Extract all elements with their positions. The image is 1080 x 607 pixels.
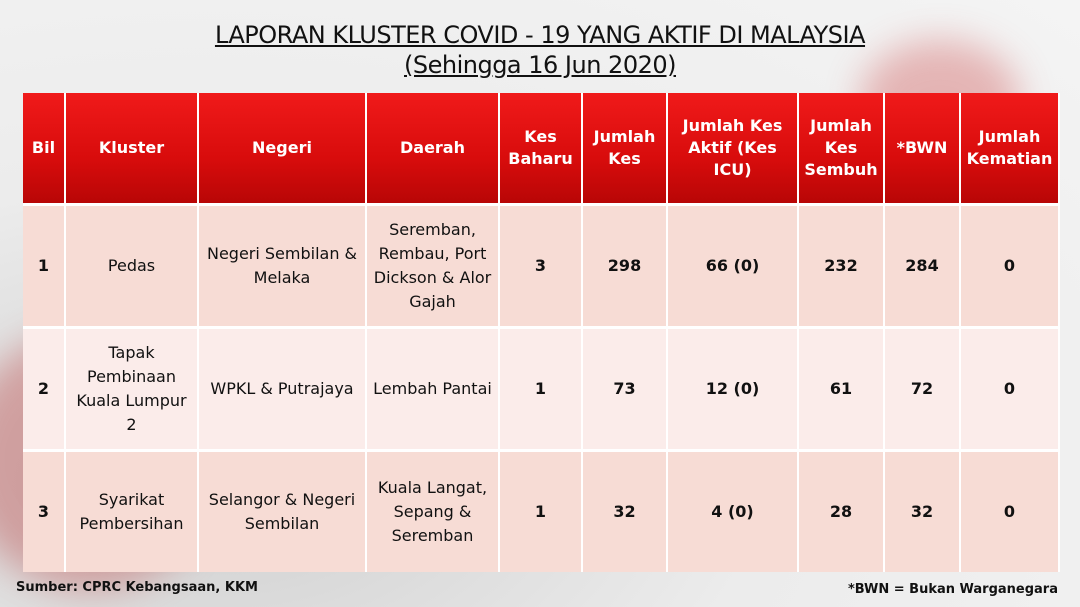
cell-bwn: 32 [884,451,960,573]
header-kluster: Kluster [65,93,198,205]
header-kes-baharu: Kes Baharu [499,93,582,205]
title-line-2: (Sehingga 16 Jun 2020) [404,51,676,79]
cell-negeri: WPKL & Putrajaya [198,328,366,451]
cell-jumlah-kes-sembuh: 61 [798,328,884,451]
cell-jumlah-kes-aktif: 4 (0) [667,451,798,573]
cell-kluster: Syarikat Pembersihan [65,451,198,573]
cell-jumlah-kes-aktif: 12 (0) [667,328,798,451]
cell-bil: 2 [23,328,65,451]
cell-jumlah-kematian: 0 [960,451,1059,573]
header-jumlah-kematian: Jumlah Kematian [960,93,1059,205]
header-bil: Bil [23,93,65,205]
bwn-footnote: *BWN = Bukan Warganegara [848,582,1058,597]
source-note: Sumber: CPRC Kebangsaan, KKM [16,580,258,595]
cell-bil: 1 [23,205,65,328]
cell-daerah: Seremban, Rembau, Port Dickson & Alor Gajah [366,205,499,328]
cell-jumlah-kematian: 0 [960,205,1059,328]
cell-jumlah-kes-aktif: 66 (0) [667,205,798,328]
cell-kes-baharu: 1 [499,451,582,573]
report-title [0,20,1080,80]
cluster-table [23,93,1060,572]
header-bwn: *BWN [884,93,960,205]
cell-jumlah-kes: 32 [582,451,667,573]
header-negeri: Negeri [198,93,366,205]
cell-jumlah-kes-sembuh: 232 [798,205,884,328]
table-row [23,451,1059,573]
cell-kes-baharu: 1 [499,328,582,451]
header-jumlah-kes: Jumlah Kes [582,93,667,205]
cell-bwn: 72 [884,328,960,451]
cell-jumlah-kematian: 0 [960,328,1059,451]
table-header-row [23,93,1059,205]
cell-kluster: Pedas [65,205,198,328]
cell-daerah: Lembah Pantai [366,328,499,451]
cell-negeri: Selangor & Negeri Sembilan [198,451,366,573]
header-jumlah-kes-sembuh: Jumlah Kes Sembuh [798,93,884,205]
cell-negeri: Negeri Sembilan & Melaka [198,205,366,328]
header-daerah: Daerah [366,93,499,205]
cell-jumlah-kes-sembuh: 28 [798,451,884,573]
table-row [23,328,1059,451]
cell-jumlah-kes: 298 [582,205,667,328]
cell-jumlah-kes: 73 [582,328,667,451]
header-jumlah-kes-aktif: Jumlah Kes Aktif (Kes ICU) [667,93,798,205]
title-line-1: LAPORAN KLUSTER COVID - 19 YANG AKTIF DI MALAYSIA [214,21,866,49]
cell-bwn: 284 [884,205,960,328]
cell-kes-baharu: 3 [499,205,582,328]
cell-bil: 3 [23,451,65,573]
table-row [23,205,1059,328]
cell-kluster: Tapak Pembinaan Kuala Lumpur 2 [65,328,198,451]
cell-daerah: Kuala Langat, Sepang & Seremban [366,451,499,573]
